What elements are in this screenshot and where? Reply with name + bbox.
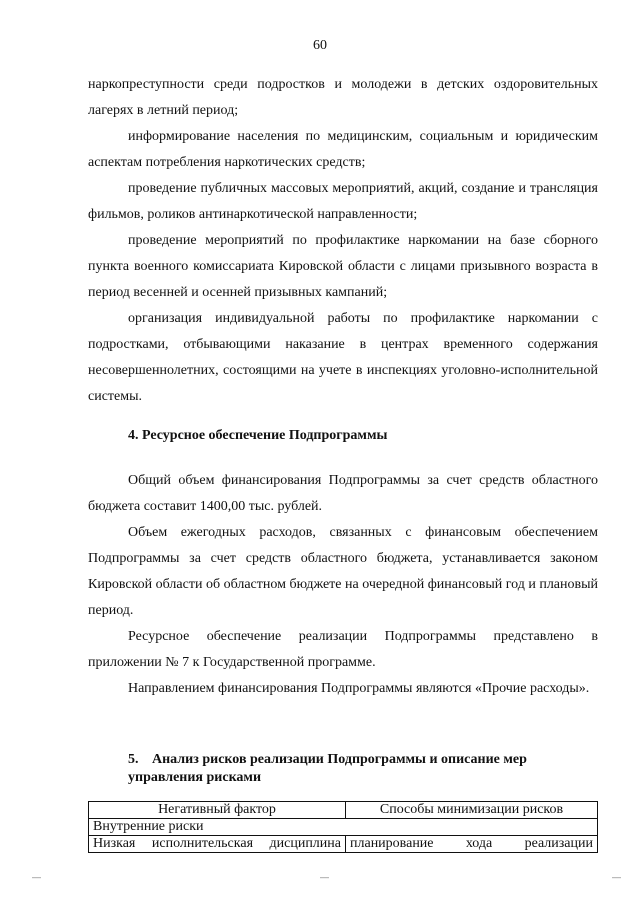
table-header-cell: Способы минимизации рисков	[346, 802, 598, 819]
list-item: информирование населения по медицинским, социальным и юридическим аспектам потребления наркотических средств;	[88, 129, 598, 170]
table-group-cell: Внутренние риски	[89, 819, 598, 836]
table-header-row	[89, 802, 598, 819]
section-5-heading	[128, 751, 598, 787]
paragraph: Общий объем финансирования Подпрограммы за счет средств областного бюджета составит 1400,00 тыс. рублей.	[88, 473, 598, 514]
scan-mark: —	[612, 872, 621, 882]
list-continuation	[88, 72, 598, 410]
section-5-number: 5.	[128, 752, 139, 767]
table-cell: Низкая исполнительская дисциплина	[89, 836, 346, 853]
page-number: 60	[313, 38, 327, 53]
section-4-body	[88, 468, 598, 702]
section-4-heading: 4. Ресурсное обеспечение Подпрограммы	[128, 428, 388, 443]
paragraph: Направлением финансирования Подпрограммы являются «Прочие расходы».	[128, 681, 590, 696]
scan-mark: —	[32, 872, 41, 882]
list-item: проведение публичных массовых мероприятий, акций, создание и трансляция фильмов, роликов антинаркотической направленности;	[88, 181, 598, 222]
table-cell: планирование хода реализации	[346, 836, 598, 853]
scan-mark: —	[320, 872, 329, 882]
risk-table	[88, 801, 598, 853]
table-row	[89, 836, 598, 853]
list-item: проведение мероприятий по профилактике наркомании на базе сборного пункта военного комиссариата Кировской области с лицами призывного возраста в период весенней и осенней призывных кампаний;	[88, 233, 598, 300]
paragraph: Ресурсное обеспечение реализации Подпрограммы представлено в приложении № 7 к Государственной программе.	[88, 629, 598, 670]
table-header-cell: Негативный фактор	[89, 802, 346, 819]
paragraph: Объем ежегодных расходов, связанных с финансовым обеспечением Подпрограммы за счет средств областного бюджета, устанавливается законом Кировской области об областном бюджете на очередной финансовый год и плановый период.	[88, 525, 599, 618]
list-item: организация индивидуальной работы по профилактике наркомании с подростками, отбывающими наказание в центрах временного содержания несовершеннолетних, состоящими на учете в инспекциях уголовно-исполнительной системы.	[88, 311, 598, 404]
section-5-title: Анализ рисков реализации Подпрограммы и описание мер управления рисками	[128, 752, 527, 785]
list-item: наркопреступности среди подростков и молодежи в детских оздоровительных лагерях в летний период;	[88, 77, 598, 118]
table-row	[89, 819, 598, 836]
